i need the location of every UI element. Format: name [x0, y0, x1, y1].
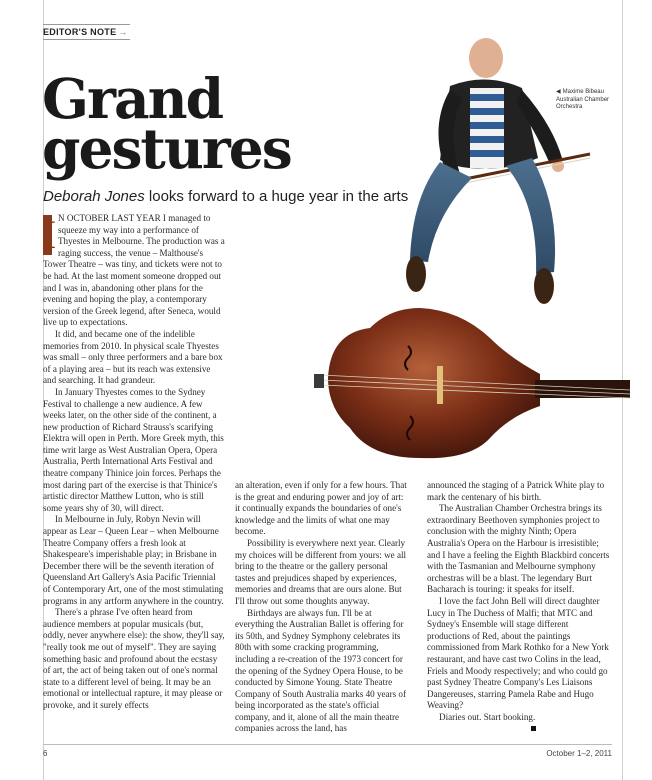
- article-column-2: [235, 480, 410, 735]
- striped-shirt: [470, 88, 504, 168]
- issue-date: October 1–2, 2011: [546, 749, 612, 758]
- paragraph: [43, 213, 225, 329]
- paragraph: In Melbourne in July, Robyn Nevin will appear as Lear – Queen Lear – when Melbourne Theatre Company offers a fresh look at Shakespeare's imperishable play; in Brisbane in December there will be the seventh iteration of Queensland Art Gallery's Asia Pacific Triennial of Contemporary Art, one of the most stimulating programs in any artform anywhere in the country.: [43, 514, 224, 606]
- paragraph: Possibility is everywhere next year. Clearly my choices will be different from yours: we all bring to the theatre or the gallery personal tastes and prejudices shaped by experiences, memories and dreams that are ours alone. But I'll throw out some thoughts anyway.: [235, 537, 407, 606]
- closing-line: Diaries out. Start booking.: [439, 711, 536, 722]
- paragraph: [427, 712, 613, 735]
- end-of-article-mark: [531, 726, 536, 731]
- author-name: Deborah Jones: [43, 188, 145, 205]
- headline-line-1: Grand: [42, 66, 223, 131]
- paragraph-text: N OCTOBER LAST YEAR I managed to squeeze my way into a performance of Thyestes in Melbourne. The production was a raging success, the venue – Malthouse's Tower Theatre – was tiny, and tickets were not to be had. At the last moment someone dropped out and I was in, abandoning other plans for the evening and hoping the play, a contemporary version of the Greek legend, after Seneca, would live up to expectations.: [43, 213, 225, 328]
- drop-cap: I: [43, 212, 57, 257]
- headline: [42, 66, 342, 181]
- page-number: 6: [43, 749, 48, 758]
- section-tag-label: EDITOR'S NOTE: [43, 27, 117, 37]
- paragraph: The Australian Chamber Orchestra brings its extraordinary Beethoven symphonies project to conclusion with the mighty Ninth; Opera Australia's Opera on the Harbour is irresistible; and I have a feeling the Eighth Blackbird concerts with the Tasmanian and Melbourne symphony orchestras will be a blast. The legendary Burt Bacharach is touring: it speaks for itself.: [427, 503, 610, 595]
- arrow-right-icon: →: [118, 27, 128, 37]
- photo-caption: [556, 89, 626, 112]
- paragraph: announced the staging of a Patrick White play to mark the centenary of his birth.: [427, 480, 605, 502]
- cello-icon: [314, 308, 630, 458]
- page-footer: [43, 744, 612, 758]
- article-column-1: [43, 213, 225, 712]
- standfirst-text: looks forward to a huge year in the arts: [144, 188, 409, 205]
- headline-line-2: gestures: [42, 116, 291, 181]
- paragraph: Birthdays are always fun. I'll be at everything the Australian Ballet is offering for its 50th, and Sydney Symphony celebrates its 80th with some cracking programming, including a re-creation of the 1973 concert for the opening of the Sydney Opera House, to be conducted by Simone Young. State Theatre Company of South Australia marks 40 years of being incorporated as the state's official company, and it, alone of all the main theatre companies across the land, has: [235, 607, 406, 734]
- paragraph: an alteration, even if only for a few hours. That is the great and enduring power and joy of art: it continually expands the boundaries of one's knowledge and the limits of what one may become.: [235, 480, 407, 537]
- caption-org-line-1: Australian Chamber: [556, 96, 610, 103]
- paragraph: I love the fact John Bell will direct daughter Lucy in The Duchess of Malfi; that MTC and Sydney's Ensemble will stage different productions of Red, about the paintings commissioned from Mark Rothko for a New York restaurant, and have cast two Colins in the lead, Friels and Moody respectively; and who could go past Sydney Theatre Company's Les Liaisons Dangereuses, starring Pamela Rabe and Hugo Weaving?: [427, 595, 609, 711]
- paragraph: There's a phrase I've often heard from audience members at popular musicals (but, oddly, never anywhere else): the show, they'll say, "really took me out of myself". They are saying something basic and profound about the ecstasy of art, the act of being taken out of one's normal state to a different level of being. It may be an emotional or intellectual rapture, it may please or provoke, and it surely effects: [43, 607, 225, 710]
- article-column-3: [427, 480, 613, 735]
- caption-name: Maxime Bibeau: [562, 89, 604, 95]
- paragraph: It did, and became one of the indelible memories from 2010. In physical scale Thyestes was small – only three performers and a bare box of a playing area – but its reach was extensive and searching. It had grandeur.: [43, 328, 223, 386]
- section-tag: [43, 24, 130, 40]
- paragraph: In January Thyestes comes to the Sydney Festival to challenge a new audience. A few weeks later, on the other side of the continent, a new production of Richard Strauss's scarifying Elektra will open in Perth. More Greek myth, this time writ large as West Australian Opera, Opera Australia, Perth International Arts Festival and theatre company Thinice join forces. Perhaps the most daring part of the exercise is that Thinice's artistic director Matthew Lutton, who is still some years shy of 30, will direct.: [43, 386, 224, 513]
- caption-pointer-icon: ◀: [556, 89, 561, 95]
- caption-org-line-2: Orchestra: [556, 104, 583, 110]
